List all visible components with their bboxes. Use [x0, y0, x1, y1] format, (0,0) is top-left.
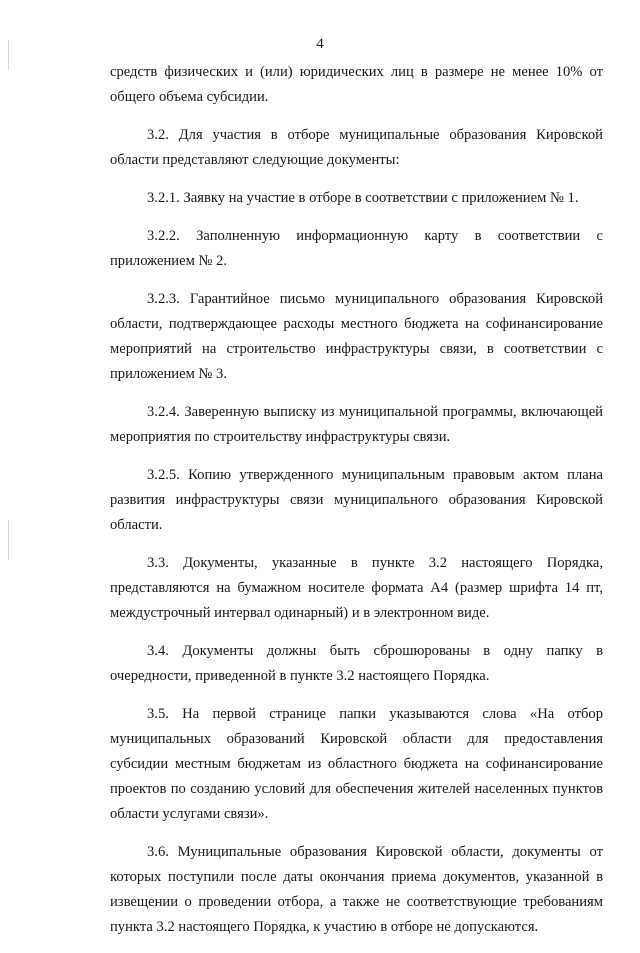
- paragraph-3-2-2: 3.2.2. Заполненную информационную карту в соответствии с приложением № 2.: [110, 228, 603, 269]
- paragraph-3-3: 3.3. Документы, указанные в пункте 3.2 настоящего Порядка, представляются на бумажном носителе формата А4 (размер шрифта 14 пт, междустрочный интервал одинарный) и в электронном виде.: [110, 555, 603, 621]
- paragraph-3-4: 3.4. Документы должны быть сброшюрованы в одну папку в очередности, приведенной в пункте 3.2 настоящего Порядка.: [110, 643, 603, 684]
- paragraph-3-2-5: 3.2.5. Копию утвержденного муниципальным правовым актом плана развития инфраструктуры связи муниципального образования Кировской области.: [110, 467, 603, 533]
- scan-edge-mark: [8, 520, 9, 560]
- page-number: 4: [316, 36, 324, 52]
- paragraph-3-6: 3.6. Муниципальные образования Кировской области, документы от которых поступили после даты окончания приема документов, указанной в извещении о проведении отбора, а также не соответствующие требованиям пункта 3.2 настоящего Порядка, к участию в отборе не допускаются.: [110, 844, 603, 935]
- paragraph-3-2: 3.2. Для участия в отборе муниципальные образования Кировской области представляют следующие документы:: [110, 127, 603, 168]
- paragraph-3-2-4: 3.2.4. Заверенную выписку из муниципальной программы, включающей мероприятия по строительству инфраструктуры связи.: [110, 404, 603, 445]
- document-body: [110, 60, 603, 953]
- paragraph-3-2-3: 3.2.3. Гарантийное письмо муниципального образования Кировской области, подтверждающее расходы местного бюджета на софинансирование мероприятий на строительство инфраструктуры связи, в соответствии с приложением № 3.: [110, 291, 603, 382]
- paragraph-continuation: средств физических и (или) юридических лиц в размере не менее 10% от общего объема субсидии.: [110, 64, 603, 105]
- paragraph-3-2-1: 3.2.1. Заявку на участие в отборе в соответствии с приложением № 1.: [147, 190, 579, 206]
- paragraph-3-5: 3.5. На первой странице папки указываются слова «На отбор муниципальных образований Кировской области для предоставления субсидии местным бюджетам из областного бюджета на софинансирование проектов по созданию условий для обеспечения жителей населенных пунктов области услугами связи».: [110, 706, 603, 822]
